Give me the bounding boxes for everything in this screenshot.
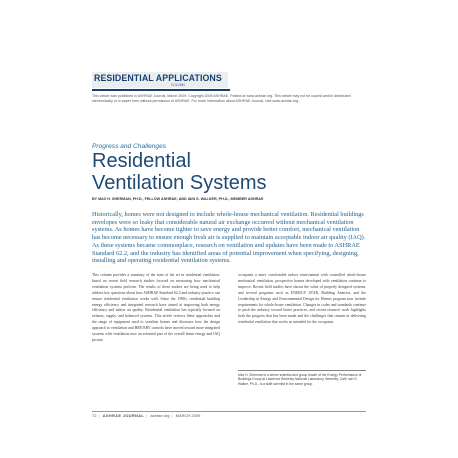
body-column-left: This column provides a summary of the state of the art in residential ventilation, based on recent field research studies focused on measuring how mechanical ventilation systems perform. The results of these studies are being used to help address key questions about how ASHRAE Standard 62.2 and industry practice can ensure residential ventilation works well. Since the 1980s, residential building energy efficiency and integrated research have aimed at improving both energy efficiency and indoor air quality. Residential ventilation has typically focused on exhaust, supply, and balanced systems. This article reviews these approaches and the range of equipment used to ventilate homes and discusses how the design approach to ventilation and HRV/ERV controls have moved toward more integrated systems with ventilation now an essential part of the overall home energy and IAQ picture. (92, 273, 220, 342)
article-title-line-1: Residential (92, 150, 191, 172)
section-banner-title: RESIDENTIAL APPLICATIONS (94, 73, 222, 83)
journal-site: ashrae.org (150, 413, 170, 418)
author-bio-rule (238, 370, 366, 371)
article-lede: Historically, homes were not designed to include whole-house mechanical ventilation. Residential buildings envelopes were so leaky that considerable natural air exchange occurred without mechanical ventilation systems. As homes have become tighter to save energy and provide better comfort, mechanical ventilation has become necessary to ensure enough fresh air is supplied to maintain acceptable indoor air quality (IAQ). As these systems became commonplace, research on ventilation and updates have been made to ASHRAE Standard 62.2, and the industry has identified areas of potential improvement when specifying, designing, installing and operating residential ventilation systems. (92, 211, 366, 265)
article-kicker: Progress and Challenges (92, 143, 167, 150)
section-banner-subtitle: COLUMN (171, 83, 185, 87)
page-number: 72 (92, 413, 97, 418)
article-title (92, 150, 267, 194)
body-column-right: occupants a more comfortable indoor environment with controlled whole-house mechanical ventilation, prospective homes developed with ventilation continue to improve. Recent field studies have shown the value of properly designed systems, and several programs such as ENERGY STAR, Building America, and the Leadership in Energy and Environmental Design for Homes program now include requirements for whole-house ventilation. Changes in codes and standards continue to push the industry toward better practices, and recent research work highlights both the progress that has been made and the challenges that remain in delivering residential ventilation that works as intended for the occupants. (238, 273, 366, 325)
page-footer: 72 | ASHRAE JOURNAL | ashrae.org | MARCH 2009 (92, 413, 201, 418)
article-byline: BY MAX H. SHERMAN, PH.D., FELLOW ASHRAE; AND IAIN S. WALKER, PH.D., MEMBER ASHRAE (92, 197, 264, 201)
author-bio: Max H. Sherman is a senior scientist and group leader of the Energy Performance of Buildings Group at Lawrence Berkeley National Laboratory, Berkeley, Calif. Iain S. Walker, Ph.D., is a staff scientist in the same group. (238, 373, 362, 386)
article-title-line-2: Ventilation Systems (92, 172, 267, 194)
journal-name: ASHRAE JOURNAL (102, 413, 145, 418)
issue-date: MARCH 2009 (175, 413, 201, 418)
banner-rule (92, 89, 230, 91)
copyright-notice: This article was published in ASHRAE Journal, March 2009. Copyright 2009 ASHRAE. Posted at www.ashrae.org. This article may not be copied and/or distributed electronically or in paper form without permission of ASHRAE. For more information about ASHRAE Journal, visit www.ashrae.org. (92, 94, 351, 103)
footer-rule (92, 411, 366, 412)
